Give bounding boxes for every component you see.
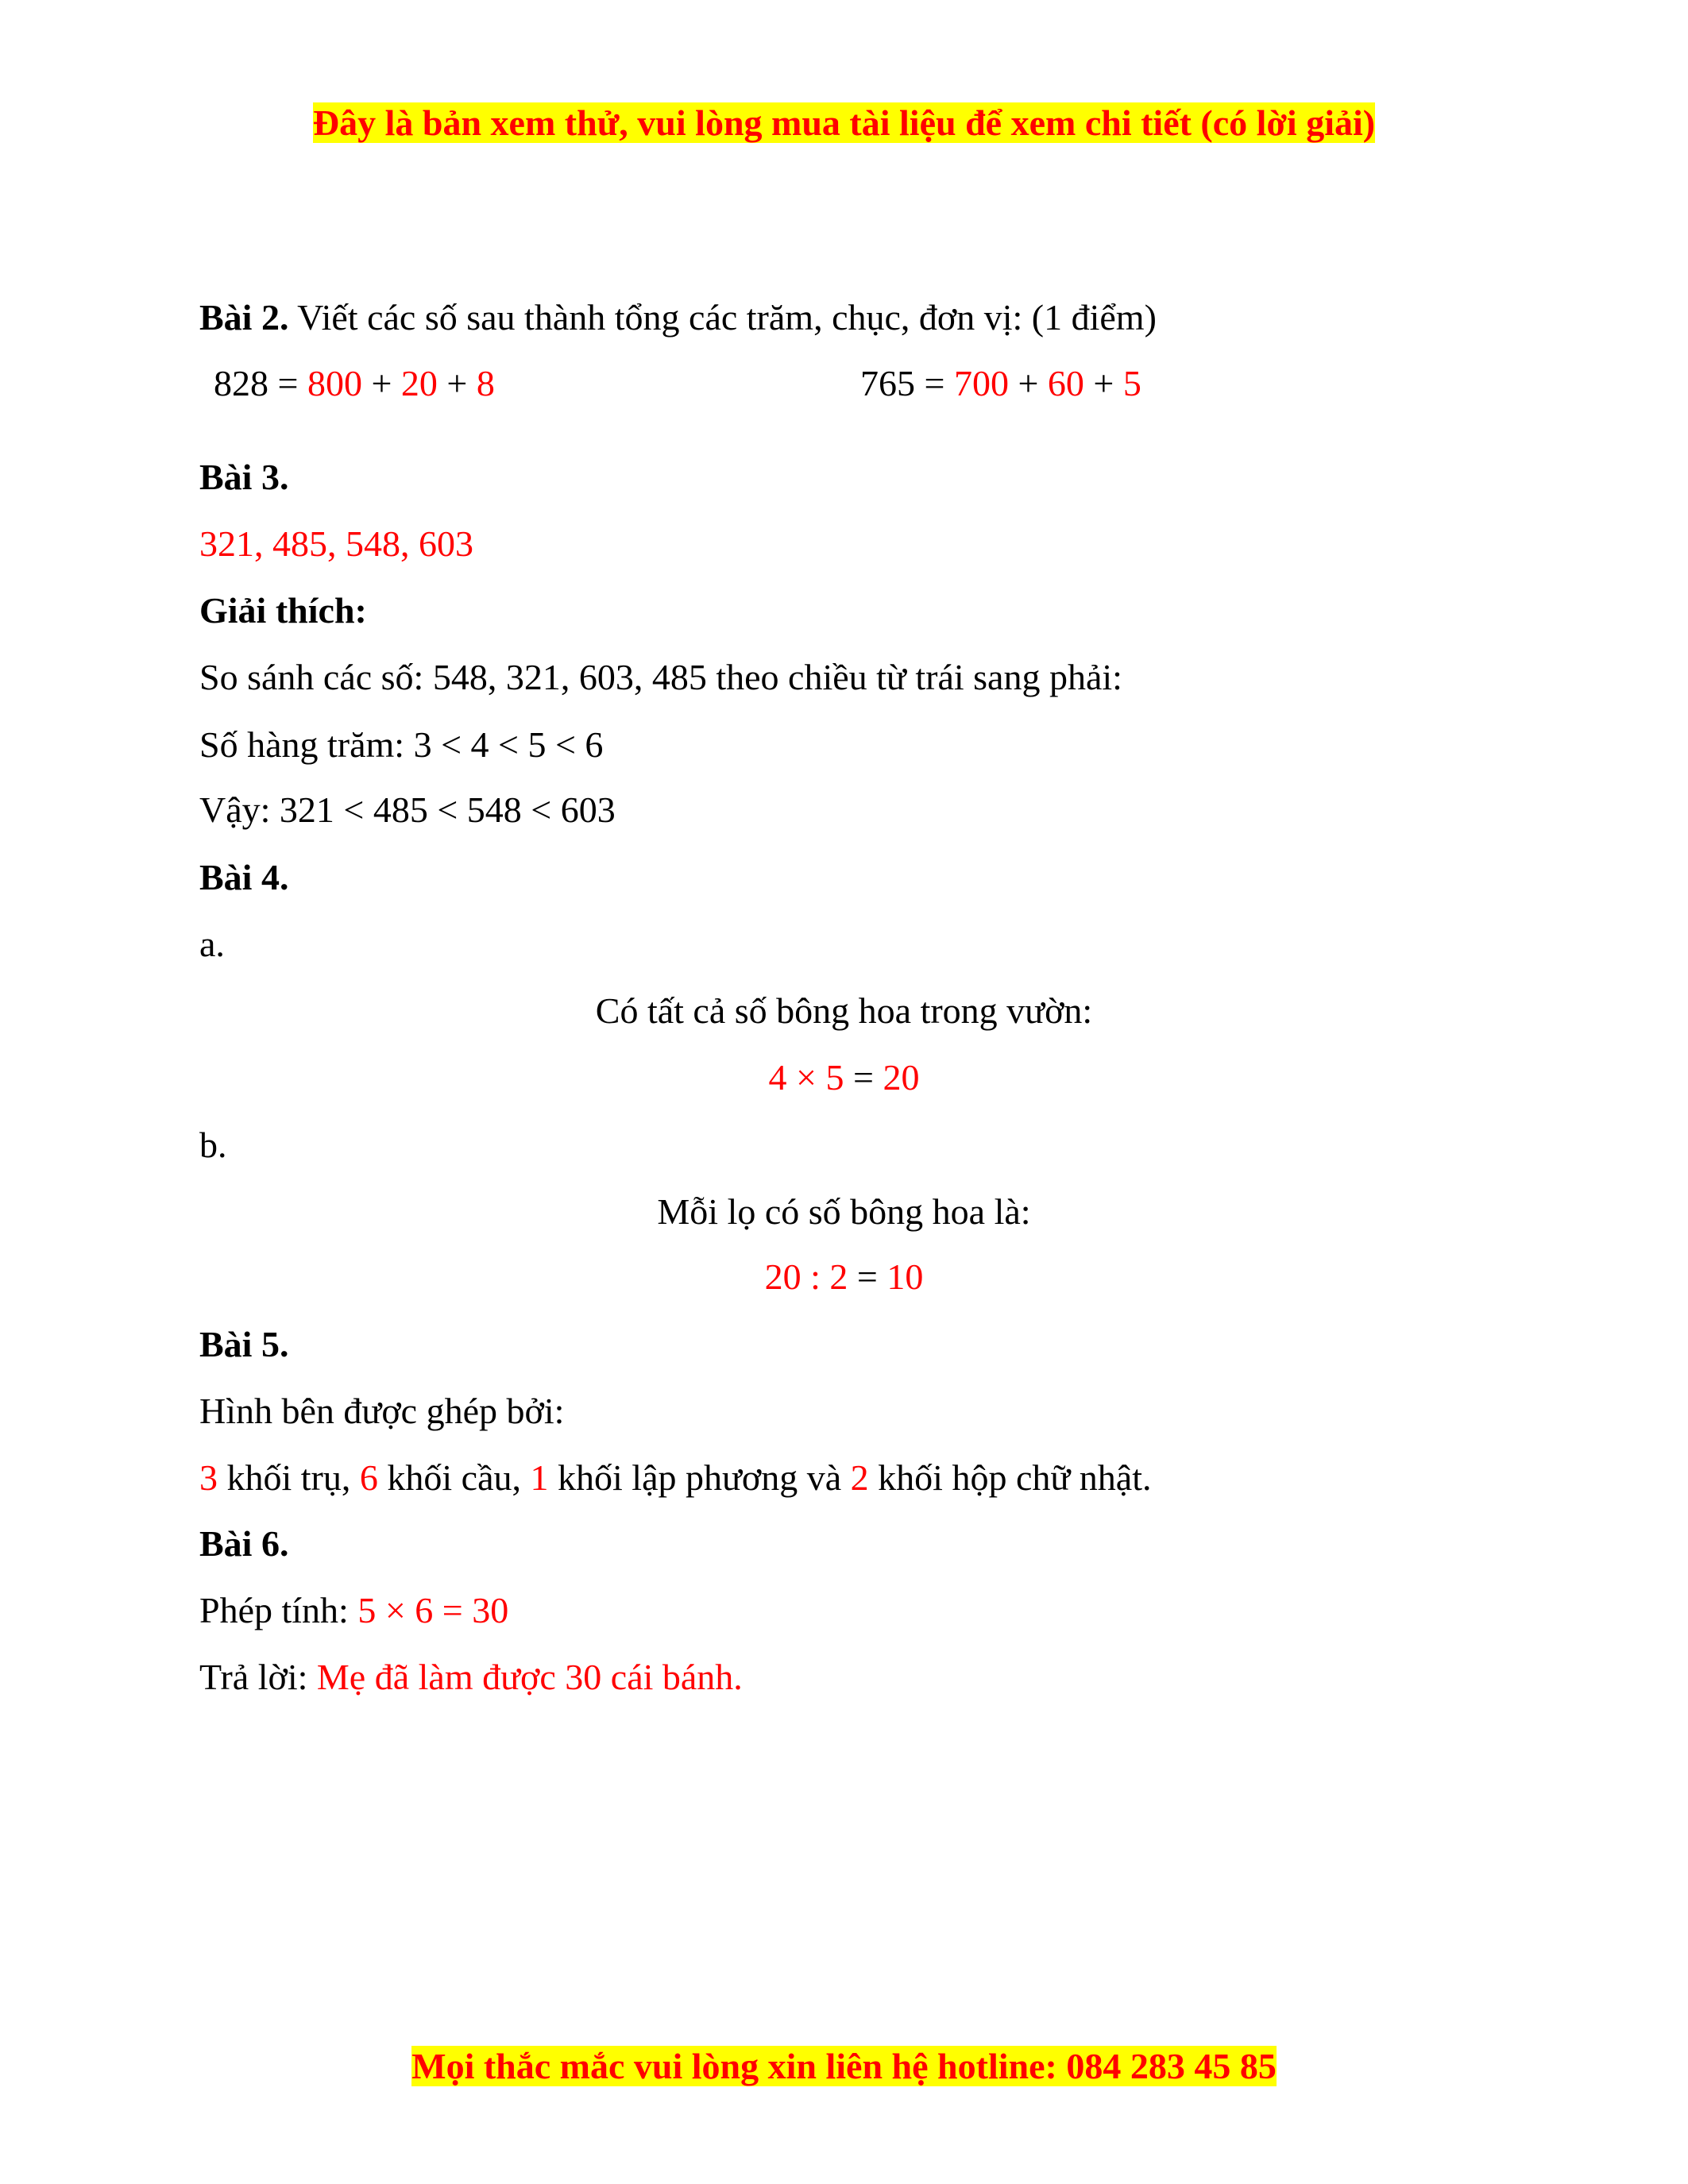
bai5-heading: Bài 5. (199, 1324, 289, 1364)
bai4-part-b-text: Mỗi lọ có số bông hoa là: (657, 1191, 1031, 1232)
bai2-left-answer: 828 = 800 + 20 + 8 (214, 363, 495, 403)
bai4-part-a-calc: 4 × 5 = 20 (768, 1057, 920, 1098)
bai4-part-b-calc: 20 : 2 = 10 (764, 1256, 924, 1297)
bai6-answer: Trả lời: Mẹ đã làm được 30 cái bánh. (199, 1657, 743, 1697)
bai4-part-b-label: b. (199, 1125, 227, 1165)
bai4-part-a-text: Có tất cả số bông hoa trong vườn: (595, 990, 1093, 1031)
hotline-footer: Mọi thắc mắc vui lòng xin liên hệ hotline: 084 283 45 85 (411, 2046, 1277, 2086)
bai5-intro: Hình bên được ghép bởi: (199, 1391, 565, 1431)
bai4-heading: Bài 4. (199, 857, 289, 897)
explanation-line: Số hàng trăm: 3 < 4 < 5 < 6 (199, 724, 604, 765)
explanation-heading: Giải thích: (199, 590, 367, 631)
bai4-part-a-label: a. (199, 924, 225, 964)
bai5-answer: 3 khối trụ, 6 khối cầu, 1 khối lập phương và 2 khối hộp chữ nhật. (199, 1457, 1152, 1498)
bai6-calc: Phép tính: 5 × 6 = 30 (199, 1590, 509, 1630)
bai3-answer: 321, 485, 548, 603 (199, 523, 473, 564)
bai2-right-answer: 765 = 700 + 60 + 5 (860, 363, 1141, 403)
bai2-heading: Bài 2. Viết các số sau thành tổng các trăm, chục, đơn vị: (1 điểm) (199, 297, 1157, 338)
explanation-line: So sánh các số: 548, 321, 603, 485 theo chiều từ trái sang phải: (199, 657, 1122, 697)
bai3-heading: Bài 3. (199, 457, 289, 497)
preview-notice: Đây là bản xem thử, vui lòng mua tài liệu để xem chi tiết (có lời giải) (312, 102, 1376, 143)
bai6-heading: Bài 6. (199, 1523, 289, 1564)
explanation-line: Vậy: 321 < 485 < 548 < 603 (199, 789, 616, 830)
